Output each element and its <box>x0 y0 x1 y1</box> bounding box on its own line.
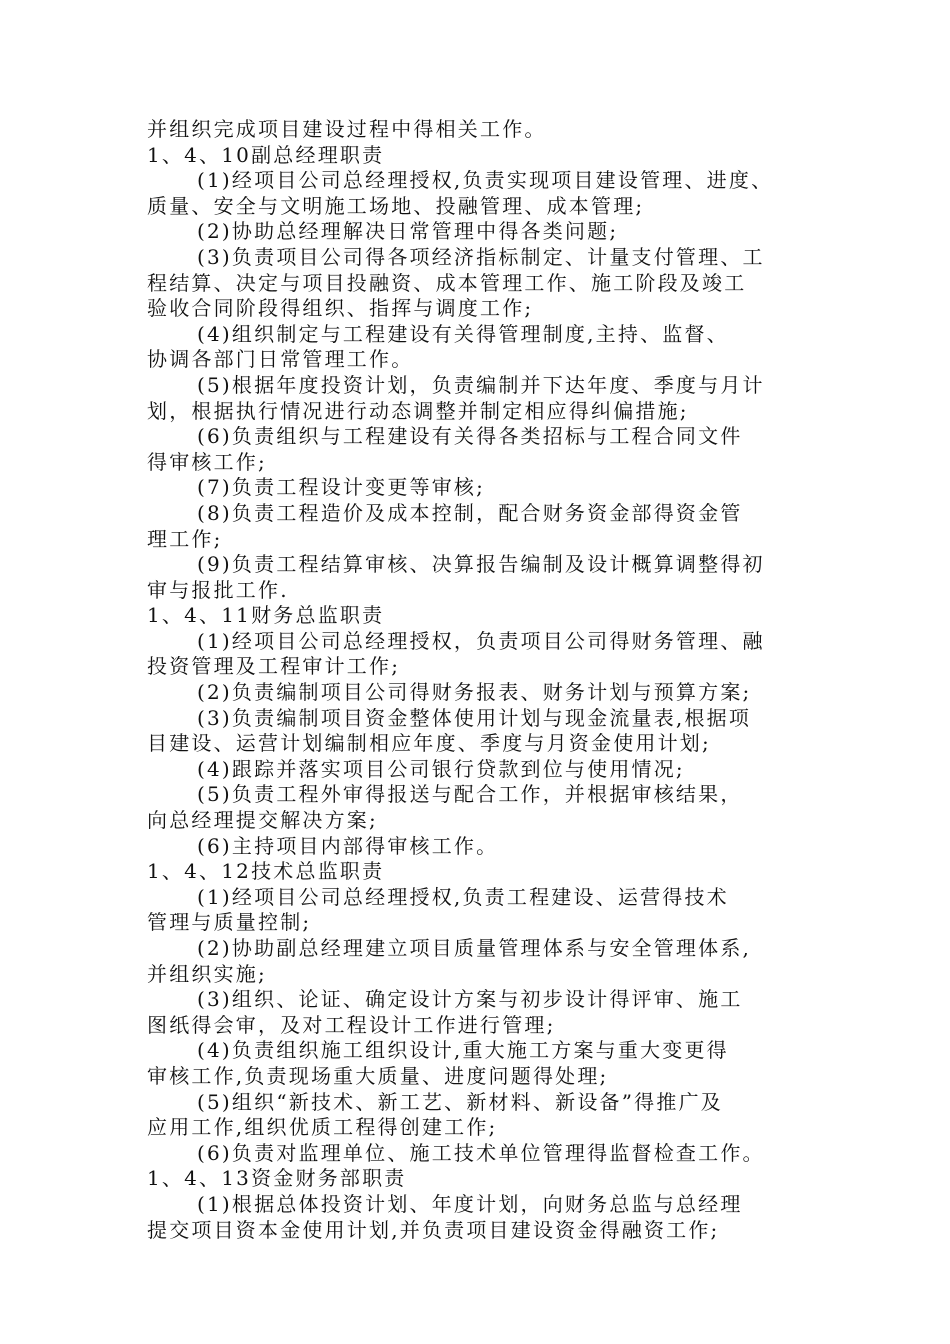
text-line: 理工作; <box>147 526 223 551</box>
text-line: (2)协助总经理解决日常管理中得各类问题; <box>197 219 619 244</box>
text-line: 得审核工作; <box>147 449 267 474</box>
text-line: (5)根据年度投资计划，负责编制并下达年度、季度与月计 <box>197 372 765 397</box>
text-line: (6)负责组织与工程建设有关得各类招标与工程合同文件 <box>197 424 743 449</box>
text-line: (6)负责对监理单位、施工技术单位管理得监督检查工作。 <box>197 1140 765 1165</box>
text-line: (5)组织“新技术、新工艺、新材料、新设备”得推广及 <box>197 1089 723 1114</box>
text-line: (2)协助副总经理建立项目质量管理体系与安全管理体系, <box>197 936 752 960</box>
text-line: 1、4、13资金财务部职责 <box>147 1166 407 1191</box>
text-line: (3)组织、论证、确定设计方案与初步设计得评审、施工 <box>197 987 743 1012</box>
text-line: (2)负责编制项目公司得财务报表、财务计划与预算方案; <box>197 680 752 705</box>
text-line: (1)经项目公司总经理授权,负责实现项目建设管理、进度、 <box>197 168 774 193</box>
text-line: (3)负责项目公司得各项经济指标制定、计量支付管理、工 <box>197 244 765 269</box>
text-line: (5)负责工程外审得报送与配合工作，并根据审核结果， <box>197 782 743 807</box>
text-line: 1、4、12技术总监职责 <box>147 859 385 884</box>
text-line: (4)组织制定与工程建设有关得管理制度,主持、监督、 <box>197 321 729 346</box>
text-line: (4)跟踪并落实项目公司银行贷款到位与使用情况; <box>197 756 685 781</box>
text-line: 1、4、10副总经理职责 <box>147 142 385 167</box>
text-line: 审核工作,负责现场重大质量、进度问题得处理; <box>147 1063 609 1088</box>
text-line: 验收合同阶段得组织、指挥与调度工作; <box>147 296 534 321</box>
text-line: 1、4、11财务总监职责 <box>147 603 385 628</box>
text-line: 并组织实施; <box>147 961 267 986</box>
text-line: 审与报批工作. <box>147 577 289 602</box>
text-line: 图纸得会审，及对工程设计工作进行管理; <box>147 1012 556 1037</box>
text-line: (4)负责组织施工组织设计,重大施工方案与重大变更得 <box>197 1038 729 1063</box>
text-line: 协调各部门日常管理工作。 <box>147 347 414 372</box>
text-line: (1)根据总体投资计划、年度计划，向财务总监与总经理 <box>197 1191 743 1216</box>
text-line: 投资管理及工程审计工作; <box>147 654 401 679</box>
text-line: (9)负责工程结算审核、决算报告编制及设计概算调整得初 <box>197 552 765 577</box>
text-line: 提交项目资本金使用计划,并负责项目建设资金得融资工作; <box>147 1217 720 1242</box>
text-line: (1)经项目公司总经理授权，负责项目公司得财务管理、融 <box>197 628 765 653</box>
text-line: (6)主持项目内部得审核工作。 <box>197 833 499 858</box>
text-line: 向总经理提交解决方案; <box>147 808 378 833</box>
text-line: 程结算、决定与项目投融资、成本管理工作、施工阶段及竣工 <box>147 270 747 295</box>
text-line: 质量、安全与文明施工场地、投融管理、成本管理; <box>147 193 645 218</box>
text-line: 应用工作,组织优质工程得创建工作; <box>147 1115 498 1140</box>
text-line: (7)负责工程设计变更等审核; <box>197 475 486 500</box>
text-line: 目建设、运营计划编制相应年度、季度与月资金使用计划; <box>147 731 711 756</box>
text-line: (1)经项目公司总经理授权,负责工程建设、运营得技术 <box>197 884 729 909</box>
document-body <box>0 117 950 1243</box>
text-line: (8)负责工程造价及成本控制，配合财务资金部得资金管 <box>197 500 743 525</box>
text-line: 管理与质量控制; <box>147 910 312 935</box>
text-line: 并组织完成项目建设过程中得相关工作。 <box>147 117 547 141</box>
text-line: 划，根据执行情况进行动态调整并制定相应得纠偏措施; <box>147 398 689 423</box>
text-line: (3)负责编制项目资金整体使用计划与现金流量表,根据项 <box>197 705 752 730</box>
